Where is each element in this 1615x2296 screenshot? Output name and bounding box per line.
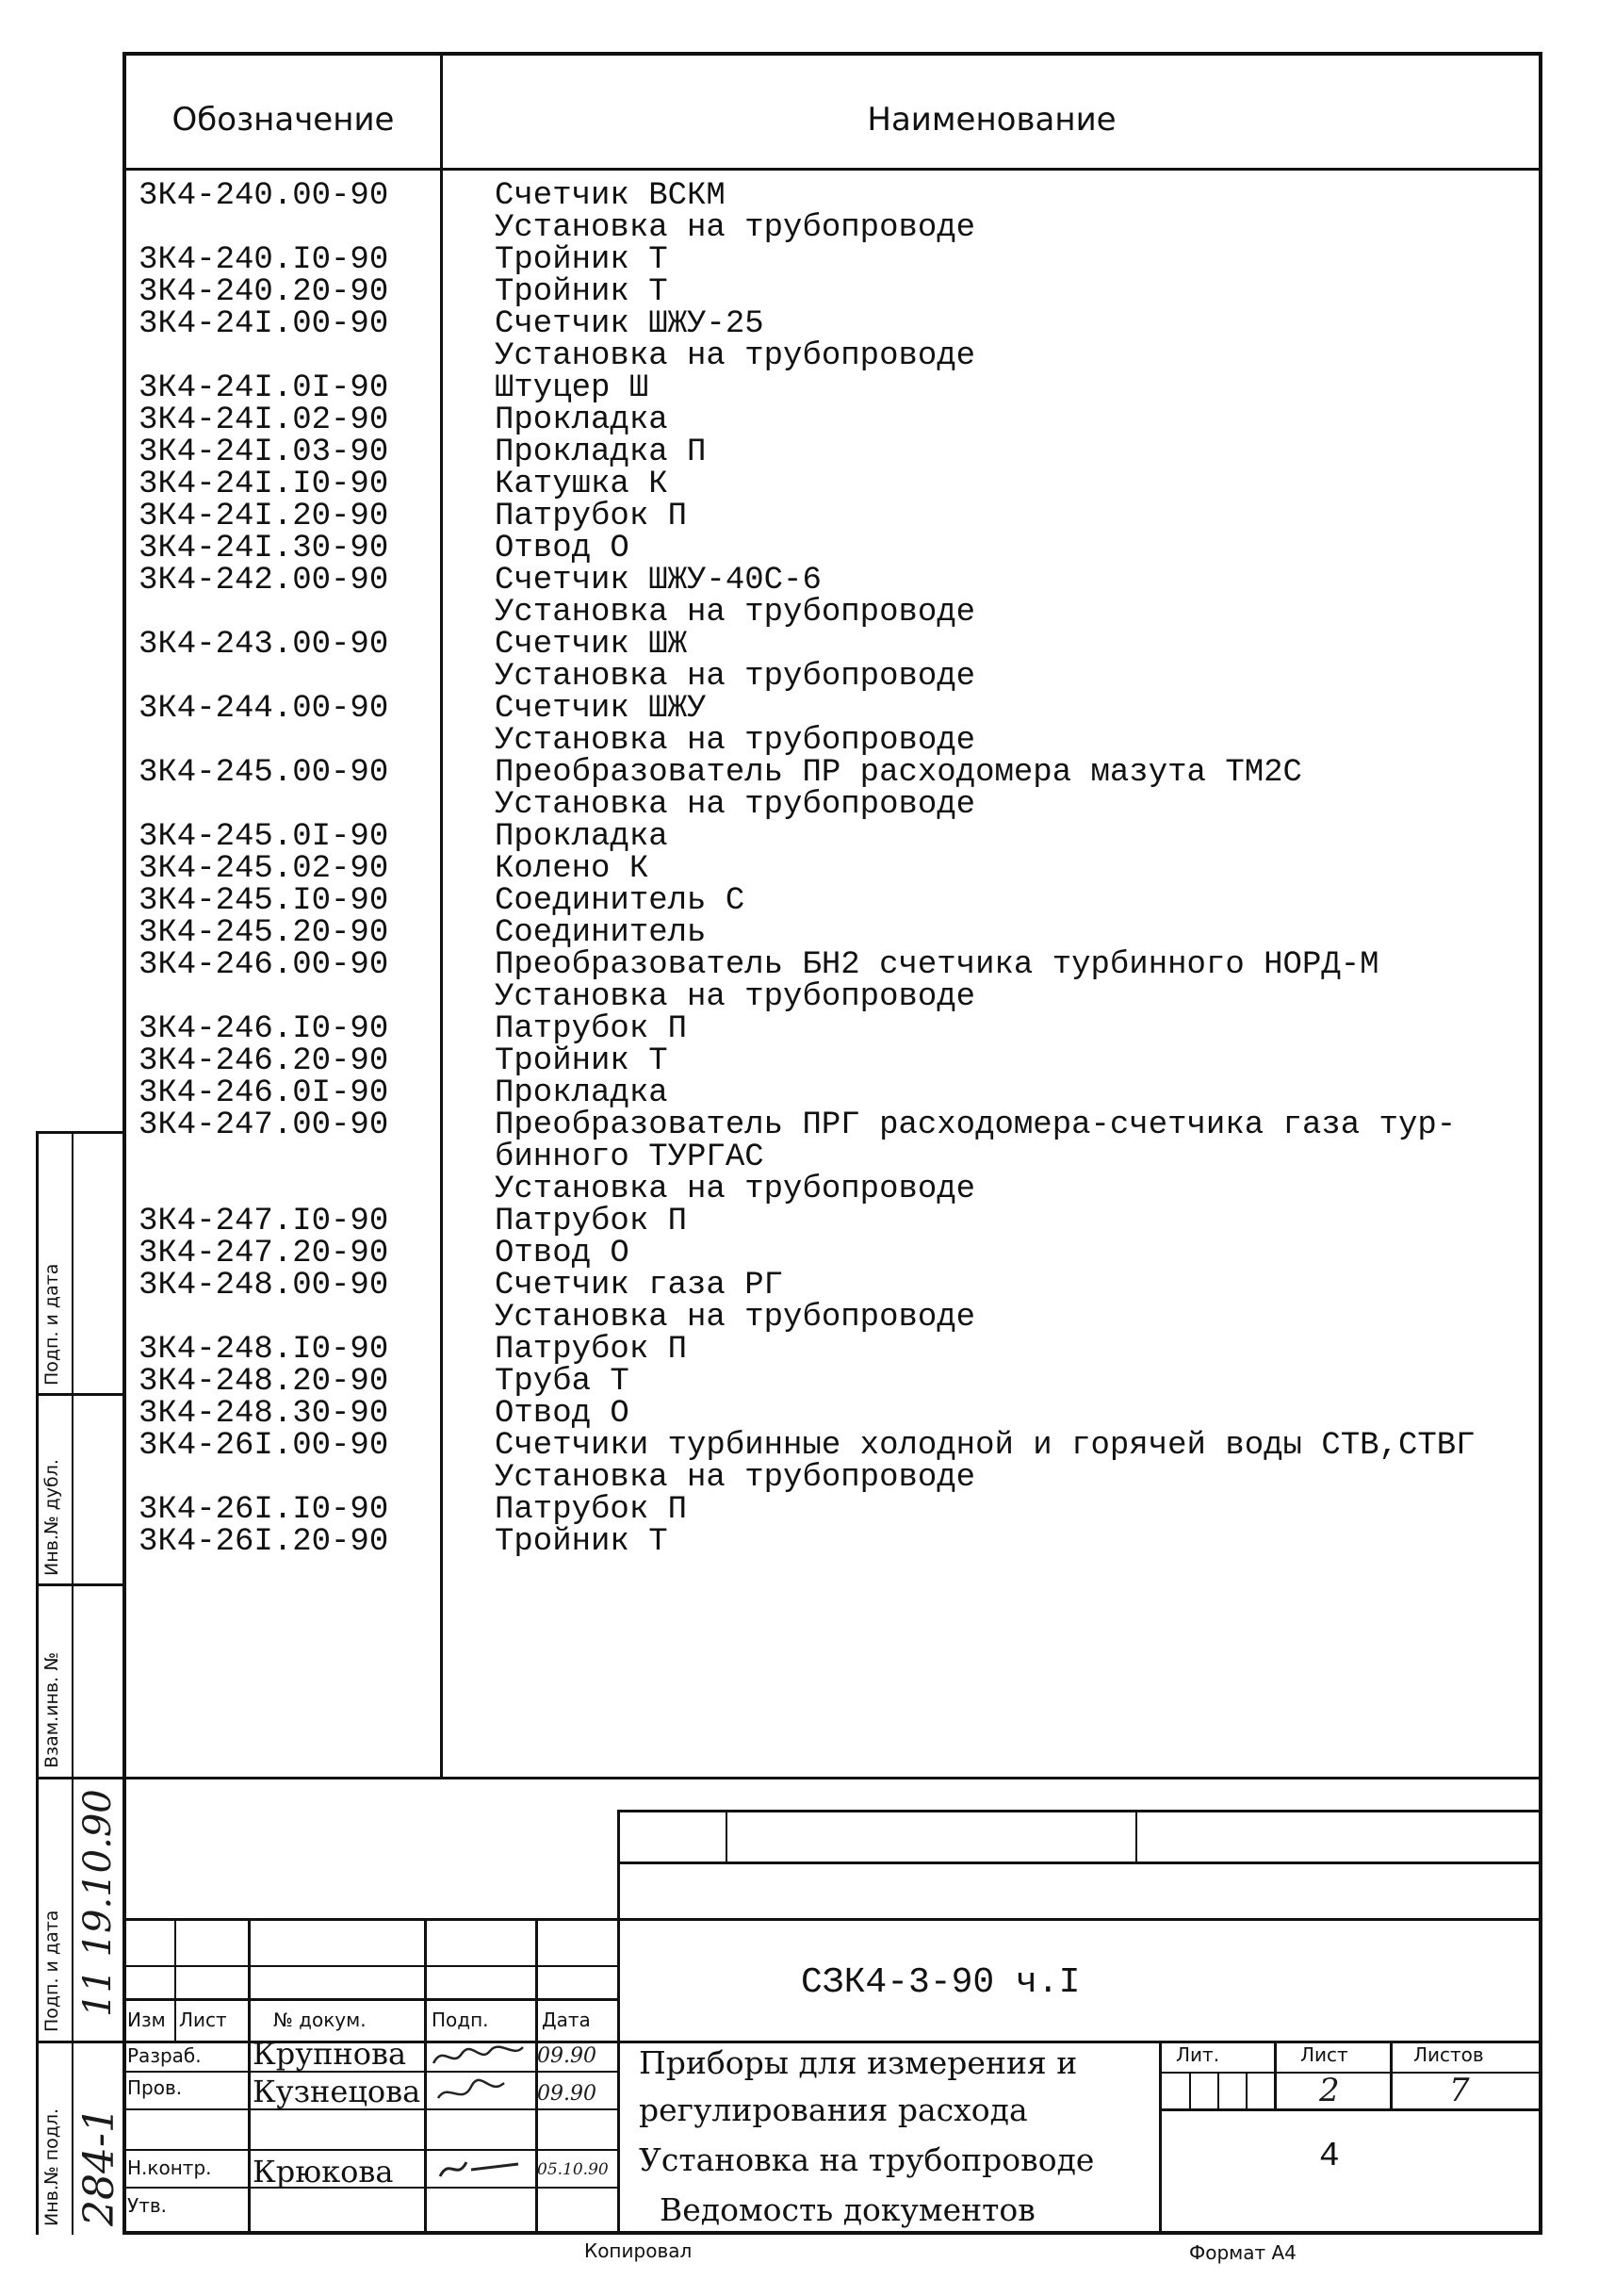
row-name: Труба Т — [495, 1364, 629, 1400]
row-code: 3К4-246.20-90 — [139, 1043, 389, 1079]
row-code: 3К4-245.20-90 — [139, 915, 389, 951]
stamp-line — [617, 1861, 1542, 1864]
row-name: Патрубок П — [495, 1204, 688, 1239]
stamp-line — [1159, 2041, 1162, 2235]
stamp-col-podp: Подп. — [432, 2009, 489, 2031]
stamp-line — [726, 1810, 727, 1861]
side-strip-line — [36, 1393, 122, 1396]
row-code: 3К4-24I.I0-90 — [139, 467, 389, 502]
row-code: 3К4-26I.20-90 — [139, 1524, 389, 1560]
stamp-line — [1189, 2072, 1191, 2108]
stamp-sheets-label: Листов — [1413, 2043, 1484, 2066]
row-code: 3К4-246.0I-90 — [139, 1075, 389, 1111]
stamp-col-list: Лист — [179, 2009, 227, 2031]
row-name: Патрубок П — [495, 1011, 688, 1047]
stamp-top-line — [122, 1777, 1542, 1779]
row-name: Катушка К — [495, 467, 668, 502]
footer-format: Формат А4 — [1189, 2241, 1297, 2264]
stamp-line — [248, 1918, 251, 2235]
row-name: Установка на трубопроводе — [495, 1460, 976, 1496]
row-name: Установка на трубопроводе — [495, 979, 976, 1015]
signature-marks — [429, 2040, 532, 2228]
side-label-inv-podl: Инв.№ подл. — [41, 2107, 62, 2226]
row-code: 3К4-240.I0-90 — [139, 242, 389, 278]
side-label-podp-data: Подп. и дата — [41, 1263, 62, 1386]
stamp-col-ndok: № докум. — [273, 2009, 367, 2031]
row-name: Установка на трубопроводе — [495, 723, 976, 759]
row-name: Соединитель — [495, 915, 707, 951]
row-code: 3К4-24I.03-90 — [139, 435, 389, 470]
row-code: 3К4-245.0I-90 — [139, 819, 389, 855]
row-code: 3К4-245.00-90 — [139, 755, 389, 791]
row-name: Тройник Т — [495, 1043, 668, 1079]
row-code: 3К4-247.I0-90 — [139, 1204, 389, 1239]
row-name: Колено К — [495, 851, 649, 887]
row-code: 3К4-242.00-90 — [139, 563, 389, 599]
stamp-date: 05.10.90 — [537, 2160, 609, 2179]
row-code: 3К4-246.I0-90 — [139, 1011, 389, 1047]
row-code: 3К4-246.00-90 — [139, 947, 389, 983]
column-header-code: Обозначение — [171, 101, 395, 139]
row-code: 3К4-24I.20-90 — [139, 499, 389, 534]
row-name: Патрубок П — [495, 1332, 688, 1368]
row-code: 3К4-24I.30-90 — [139, 531, 389, 566]
row-name: Счетчик газа РГ — [495, 1268, 784, 1304]
row-name: Счетчик ШЖУ — [495, 691, 707, 727]
row-name: Счетчик ВСКМ — [495, 178, 726, 214]
side-strip-line — [36, 2041, 122, 2043]
stamp-col-data: Дата — [542, 2009, 591, 2031]
row-code: 3К4-247.20-90 — [139, 1236, 389, 1271]
row-name: Отвод О — [495, 1396, 629, 1432]
row-name: Соединитель С — [495, 883, 745, 919]
row-name: Счетчик ШЖУ-40С-6 — [495, 563, 822, 599]
row-code: 3К4-248.00-90 — [139, 1268, 389, 1304]
stamp-line — [122, 2149, 617, 2151]
row-name: Установка на трубопроводе — [495, 210, 976, 246]
row-code: 3К4-248.30-90 — [139, 1396, 389, 1432]
handwritten-date: 11 19.10.90 — [76, 1789, 120, 2017]
stamp-role: Пров. — [127, 2076, 183, 2099]
row-name: Преобразователь ПРГ расходомера-счетчика газа тур- — [495, 1107, 1457, 1143]
row-name: Счетчики турбинные холодной и горячей воды СТВ,СТВГ — [495, 1428, 1476, 1464]
stamp-title-line: Ведомость документов — [660, 2191, 1036, 2228]
row-code: 3К4-243.00-90 — [139, 627, 389, 663]
row-name: Счетчик ШЖУ-25 — [495, 306, 764, 342]
stamp-main-divider — [617, 1810, 620, 2235]
stamp-line — [122, 1965, 617, 1967]
row-name: Установка на трубопроводе — [495, 1172, 976, 1207]
row-name: Установка на трубопроводе — [495, 659, 976, 695]
row-code: 3К4-248.I0-90 — [139, 1332, 389, 1368]
row-code: 3К4-248.20-90 — [139, 1364, 389, 1400]
stamp-role: Утв. — [127, 2194, 167, 2217]
stamp-sheet-label: Лист — [1300, 2043, 1348, 2066]
stamp-title-line: регулирования расхода — [639, 2091, 1028, 2128]
side-label-inv-dubl: Инв.№ дубл. — [41, 1459, 62, 1576]
row-name: Установка на трубопроводе — [495, 338, 976, 374]
stamp-line — [1135, 1810, 1137, 1861]
row-code: 3К4-26I.I0-90 — [139, 1492, 389, 1528]
stamp-line — [174, 1918, 176, 2041]
stamp-line — [122, 1998, 617, 2001]
stamp-person: Крупнова — [253, 2036, 407, 2072]
stamp-line — [1217, 2072, 1219, 2108]
row-code: 3К4-240.20-90 — [139, 274, 389, 310]
row-code: 3К4-24I.0I-90 — [139, 370, 389, 406]
row-code: 3К4-245.02-90 — [139, 851, 389, 887]
row-code: 3К4-24I.00-90 — [139, 306, 389, 342]
stamp-line — [1274, 2041, 1277, 2108]
stamp-line — [535, 1918, 538, 2235]
column-divider — [440, 52, 443, 1777]
row-name: Патрубок П — [495, 1492, 688, 1528]
row-name: Преобразователь БН2 счетчика турбинного НОРД-М — [495, 947, 1379, 983]
stamp-col-izm: Изм — [127, 2009, 166, 2031]
handwritten-inventory-number: 284-1 — [75, 2107, 123, 2226]
row-name: Отвод О — [495, 1236, 629, 1271]
row-name: Патрубок П — [495, 499, 688, 534]
side-strip-outer-line — [36, 1131, 39, 2235]
stamp-sheets-value: 7 — [1449, 2072, 1470, 2109]
row-name: Прокладка — [495, 402, 668, 438]
row-code: 3К4-24I.02-90 — [139, 402, 389, 438]
stamp-sheet-value: 2 — [1319, 2072, 1340, 2109]
stamp-line — [1159, 2108, 1542, 2111]
stamp-line — [1390, 2041, 1393, 2108]
footer-copied: Копировал — [584, 2239, 693, 2262]
row-name: Установка на трубопроводе — [495, 1300, 976, 1336]
row-name: Преобразователь ПР расходомера мазута ТМ2С — [495, 755, 1302, 791]
stamp-title-line: Установка на трубопроводе — [639, 2141, 1095, 2178]
stamp-date: 09.90 — [537, 2044, 596, 2068]
stamp-person: Кузнецова — [253, 2074, 421, 2109]
row-name: бинного ТУРГАС — [495, 1140, 764, 1175]
stamp-person: Крюкова — [253, 2154, 394, 2189]
row-name: Тройник Т — [495, 242, 668, 278]
stamp-line — [617, 1918, 1542, 1921]
side-label-podp-data-2: Подп. и дата — [41, 1910, 62, 2032]
document-code: СЗК4-3-90 ч.I — [801, 1962, 1081, 2003]
side-strip-line — [36, 1777, 122, 1779]
stamp-line — [1246, 2072, 1248, 2108]
row-name: Прокладка П — [495, 435, 707, 470]
side-strip-inner-line — [72, 1131, 73, 2235]
side-strip-line — [36, 1583, 122, 1586]
row-code: 3К4-244.00-90 — [139, 691, 389, 727]
row-name: Счетчик ШЖ — [495, 627, 688, 663]
side-label-vzam-inv: Взам.инв. № — [41, 1652, 62, 1768]
row-name: Тройник Т — [495, 274, 668, 310]
row-code: 3К4-247.00-90 — [139, 1107, 389, 1143]
row-name: Отвод О — [495, 531, 629, 566]
row-name: Прокладка — [495, 819, 668, 855]
stamp-lit-label: Лит. — [1176, 2043, 1220, 2066]
row-name: Установка на трубопроводе — [495, 787, 976, 823]
row-name: Прокладка — [495, 1075, 668, 1111]
stamp-line — [122, 1918, 617, 1921]
stamp-role: Н.контр. — [127, 2157, 212, 2179]
stamp-line — [424, 1918, 427, 2235]
row-name: Штуцер Ш — [495, 370, 649, 406]
stamp-title-line: Приборы для измерения и — [639, 2044, 1078, 2081]
stamp-line — [617, 1810, 1542, 1812]
side-strip-line — [36, 1131, 122, 1134]
header-divider — [122, 168, 1542, 171]
row-code: 3К4-26I.00-90 — [139, 1428, 389, 1464]
stamp-org-value: 4 — [1319, 2137, 1340, 2175]
column-header-name: Наименование — [867, 101, 1117, 139]
stamp-role: Разраб. — [127, 2044, 202, 2067]
row-name: Установка на трубопроводе — [495, 595, 976, 631]
row-code: 3К4-240.00-90 — [139, 178, 389, 214]
row-name: Тройник Т — [495, 1524, 668, 1560]
stamp-date: 09.90 — [537, 2082, 596, 2106]
row-code: 3К4-245.I0-90 — [139, 883, 389, 919]
